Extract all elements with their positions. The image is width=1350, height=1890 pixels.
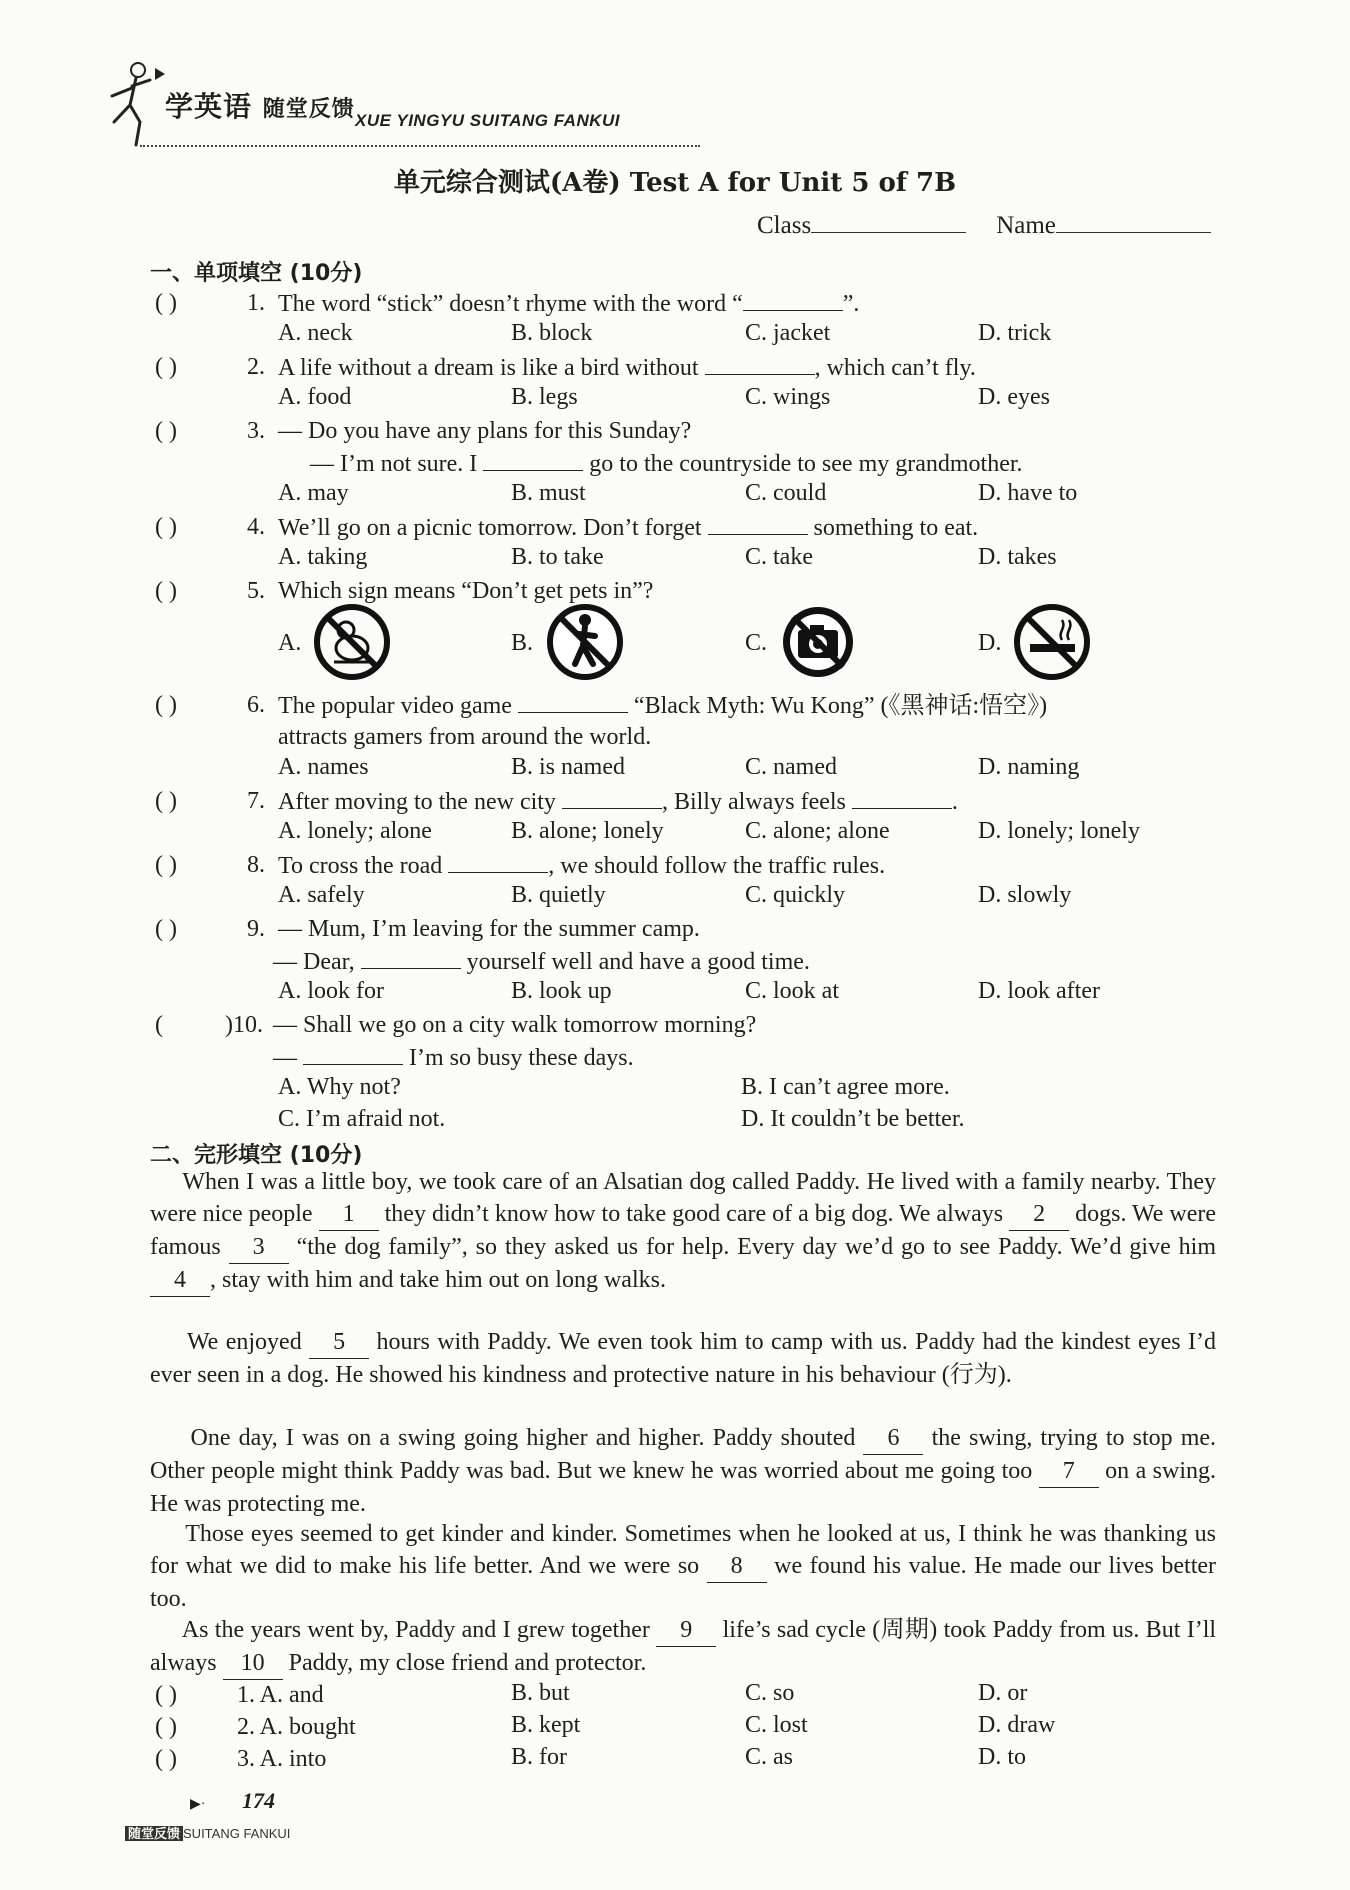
- question-number: 9.: [247, 916, 265, 942]
- cloze-paragraph-3: One day, I was on a swing going higher and higher. Paddy shouted 6 the swing, trying to stop me. Other people might think Paddy was bad. But we knew he was worried about me going too 7 on a swing. He was protecting me.: [150, 1422, 1216, 1520]
- name-label: Name: [996, 212, 1056, 239]
- page-number: 174: [242, 1788, 275, 1813]
- option-b[interactable]: B. is named: [511, 754, 625, 780]
- cloze-gap[interactable]: 10: [223, 1647, 283, 1680]
- option-b[interactable]: B. kept: [511, 1712, 581, 1738]
- options-row: [278, 384, 1228, 414]
- option-b[interactable]: B. look up: [511, 978, 612, 1004]
- option-b[interactable]: B. to take: [511, 544, 604, 570]
- option-b[interactable]: B. must: [511, 480, 586, 506]
- option-c[interactable]: C. take: [745, 544, 813, 570]
- option-a[interactable]: A. neck: [278, 320, 353, 346]
- name-field[interactable]: [1056, 210, 1211, 233]
- question-number: 5.: [247, 578, 265, 604]
- option-b[interactable]: B. alone; lonely: [511, 818, 664, 844]
- question-number: 2.: [247, 354, 265, 380]
- option-c[interactable]: C.: [745, 630, 768, 656]
- option-d[interactable]: D. lonely; lonely: [978, 818, 1140, 844]
- options-row: [278, 1106, 1228, 1136]
- cloze-gap[interactable]: 6: [863, 1422, 923, 1455]
- options-row: [278, 818, 1228, 848]
- option-d[interactable]: D. to: [978, 1744, 1026, 1770]
- option-a[interactable]: 2. A. bought: [237, 1714, 356, 1740]
- option-d[interactable]: D.: [978, 630, 1002, 656]
- class-label: Class: [757, 212, 812, 239]
- option-b[interactable]: B. block: [511, 320, 593, 346]
- option-b[interactable]: B. I can’t agree more.: [741, 1074, 950, 1100]
- option-a[interactable]: A. taking: [278, 544, 368, 570]
- option-b[interactable]: B. but: [511, 1680, 570, 1706]
- option-d[interactable]: D. eyes: [978, 384, 1050, 410]
- answer-paren[interactable]: ( ): [155, 418, 177, 444]
- option-a[interactable]: A. look for: [278, 978, 384, 1004]
- option-c[interactable]: C. I’m afraid not.: [278, 1106, 446, 1132]
- cloze-paragraph-5: As the years went by, Paddy and I grew together 9 life’s sad cycle (周期) took Paddy from us. But I’ll always 10 Paddy, my close friend and protector.: [150, 1614, 1216, 1680]
- logo-subtitle: XUE YINGYU SUITANG FANKUI: [355, 111, 621, 130]
- option-a[interactable]: A. safely: [278, 882, 365, 908]
- answer-paren[interactable]: ( ): [155, 290, 177, 316]
- option-d[interactable]: D. slowly: [978, 882, 1072, 908]
- footer-brand: 随堂反馈 SUITANG FANKUI: [125, 1823, 290, 1842]
- option-a[interactable]: 3. A. into: [237, 1746, 327, 1772]
- no-camera-sign-icon: [778, 602, 858, 682]
- options-row: [278, 480, 1228, 510]
- option-d[interactable]: D. takes: [978, 544, 1057, 570]
- answer-paren[interactable]: (: [155, 1012, 163, 1038]
- option-a[interactable]: A. lonely; alone: [278, 818, 432, 844]
- option-d[interactable]: D. draw: [978, 1712, 1056, 1738]
- option-b[interactable]: B. legs: [511, 384, 578, 410]
- page-arrow-icon: ▶·: [190, 1797, 206, 1812]
- question-number: 7.: [247, 788, 265, 814]
- cloze-gap[interactable]: 8: [707, 1550, 767, 1583]
- cloze-gap[interactable]: 1: [319, 1198, 379, 1231]
- answer-paren[interactable]: ( ): [155, 1746, 177, 1772]
- question-number: 1.: [247, 290, 265, 316]
- no-smoking-sign-icon: [1012, 602, 1092, 682]
- section-heading: 一、单项填空 (10分): [150, 261, 363, 286]
- question-number: 4.: [247, 514, 265, 540]
- option-c[interactable]: C. so: [745, 1680, 795, 1706]
- section-heading: 二、完形填空 (10分): [150, 1143, 363, 1168]
- option-d[interactable]: D. It couldn’t be better.: [741, 1106, 965, 1132]
- options-row: [278, 1680, 1228, 1710]
- logo-title: 学英语 随堂反馈: [165, 90, 355, 123]
- cloze-gap[interactable]: 3: [229, 1231, 289, 1264]
- cloze-gap[interactable]: 9: [656, 1614, 716, 1647]
- option-a[interactable]: A. names: [278, 754, 369, 780]
- answer-paren[interactable]: ( ): [155, 852, 177, 878]
- class-field[interactable]: [811, 210, 966, 233]
- option-c[interactable]: C. look at: [745, 978, 839, 1004]
- question-number: )10.: [225, 1012, 263, 1038]
- option-a[interactable]: 1. A. and: [237, 1682, 324, 1708]
- options-row: [278, 882, 1228, 912]
- option-c[interactable]: C. quickly: [745, 882, 845, 908]
- options-row: [278, 1712, 1228, 1742]
- answer-paren[interactable]: ( ): [155, 354, 177, 380]
- options-row: [278, 544, 1228, 574]
- answer-paren[interactable]: ( ): [155, 578, 177, 604]
- cloze-gap[interactable]: 4: [150, 1264, 210, 1297]
- answer-paren[interactable]: ( ): [155, 788, 177, 814]
- option-c[interactable]: C. could: [745, 480, 827, 506]
- no-dog-sign-icon: [312, 602, 392, 682]
- answer-paren[interactable]: ( ): [155, 916, 177, 942]
- option-c[interactable]: C. lost: [745, 1712, 808, 1738]
- option-c[interactable]: C. wings: [745, 384, 831, 410]
- cloze-gap[interactable]: 2: [1009, 1198, 1069, 1231]
- runner-logo-icon: [100, 60, 170, 150]
- options-row: [278, 754, 1228, 784]
- option-c[interactable]: C. named: [745, 754, 837, 780]
- options-row: [278, 978, 1228, 1008]
- option-c[interactable]: C. as: [745, 1744, 793, 1770]
- test-title: 单元综合测试(A卷) Test A for Unit 5 of 7B: [393, 168, 957, 198]
- option-b[interactable]: B.: [511, 630, 534, 656]
- option-d[interactable]: D. have to: [978, 480, 1078, 506]
- options-row: [278, 320, 1228, 350]
- option-c[interactable]: C. jacket: [745, 320, 831, 346]
- question-number: 8.: [247, 852, 265, 878]
- book-header: [100, 55, 700, 155]
- option-b[interactable]: B. for: [511, 1744, 567, 1770]
- cloze-paragraph-2: We enjoyed 5 hours with Paddy. We even took him to camp with us. Paddy had the kindest eyes I’d ever seen in a dog. He showed his kindness and protective nature in his behaviour (行为).: [150, 1326, 1216, 1391]
- question-number: 6.: [247, 692, 265, 718]
- options-row: [278, 1074, 1228, 1104]
- worksheet-page: 学英语 随堂反馈 XUE YINGYU SUITANG FANKUI 单元综合测试(A卷) Test A for Unit 5 of 7B Class Name 一、单项填空 (10分) ( ) 1. The word “stick” doesn’t rhyme with the word “ ”. A. neck B. block C. jacket D. trick ( ) 2. A life without a dream is like a bird without , which can’t fly. A. food B. legs C. wings D. eyes ( ) 3. — Do you have any plans for this Sunday? — I’m not sure. I go to the countryside to see my grandmother. A. may B. must C. could D. have to ( ) 4. We’ll go on a picnic tomorrow. Don’t forget something to eat. A. taking B. to take C. take D. takes ( ) 5. Which sign means “Don’t get pets in”? A. B. C. D. ( ) 6. The popular video game “Black Myth: Wu Kong” (《黑神话:悟空》) attracts gamers from around the world. A. names B. is named C. named D. naming ( ) 7. After moving to the new city , Billy always feels . A. lonely; alone B. alone; lonely C. alone; alone D. lonely; lonely ( ) 8. To cross the road , we should follow the traffic rules. A. safely B. quietly C. quickly D. slowly ( ) 9. — Mum, I’m leaving for the summer camp. — Dear, yourself well and have a good time. A. look for B. look up C. look at D. look after ( )10. — Shall we go on a city walk tomorrow morning? — I’m so busy these days. A. Why not? B. I can’t agree more. C. I’m afraid not. D. It couldn’t be better. 二、完形填空 (10分) When I was a little boy, we took care of an Alsatian dog called Paddy. He lived with a family nearby. They were nice people 1 they didn’t know how to take good care of a big dog. We always 2 dogs. We were famous 3 “the dog family”, so they asked us for help. Every day we’d go to see Paddy. We’d give him 4 , stay with him and take him out on long walks. We enjoyed 5 hours with Paddy. We even took him to camp with us. Paddy had the kindest eyes I’d ever seen in a dog. He showed his kindness and protective nature in his behaviour (行为). One day, I was on a swing going higher and higher. Paddy shouted 6 the swing, trying to stop me. Other people might think Paddy was bad. But we knew he was worried about me going too 7 on a swing. He was protecting me. Those eyes seemed to get kinder and kinder. Sometimes when he looked at us, I think he was thanking us for what we did to make his life better. And we were so 8 we found his value. He made our lives better too. As the years went by, Paddy and I grew together 9 life’s sad cycle (周期) took Paddy from us. But I’ll always 10 Paddy, my close friend and protector. ( ) 1. A. and B. but C. so D. or ( ) 2. A. bought B. kept C. lost D. draw ( ) 3. A. into B. for C. as D. to ▶· 174 随堂反馈 SUITANG FANKUI: [0, 0, 1350, 1890]
- option-c[interactable]: C. alone; alone: [745, 818, 890, 844]
- option-a[interactable]: A. may: [278, 480, 349, 506]
- answer-paren[interactable]: ( ): [155, 514, 177, 540]
- no-person-sign-icon: [545, 602, 625, 682]
- class-name-form: [757, 210, 1211, 240]
- cloze-paragraph-1: When I was a little boy, we took care of an Alsatian dog called Paddy. He lived with a family nearby. They were nice people 1 they didn’t know how to take good care of a big dog. We always 2 dogs. We were famous 3 “the dog family”, so they asked us for help. Every day we’d go to see Paddy. We’d give him 4 , stay with him and take him out on long walks.: [150, 1166, 1216, 1297]
- options-row: [278, 1744, 1228, 1774]
- option-b[interactable]: B. quietly: [511, 882, 606, 908]
- option-a[interactable]: A. Why not?: [278, 1074, 401, 1100]
- answer-paren[interactable]: ( ): [155, 692, 177, 718]
- answer-paren[interactable]: ( ): [155, 1682, 177, 1708]
- option-d[interactable]: D. or: [978, 1680, 1028, 1706]
- cloze-gap[interactable]: 5: [309, 1326, 369, 1359]
- cloze-gap[interactable]: 7: [1039, 1455, 1099, 1488]
- answer-paren[interactable]: ( ): [155, 1714, 177, 1740]
- cloze-paragraph-4: Those eyes seemed to get kinder and kinder. Sometimes when he looked at us, I think he was thanking us for what we did to make his life better. And we were so 8 we found his value. He made our lives better too.: [150, 1521, 1217, 1612]
- option-a[interactable]: A.: [278, 630, 302, 656]
- option-d[interactable]: D. trick: [978, 320, 1052, 346]
- option-d[interactable]: D. look after: [978, 978, 1100, 1004]
- header-divider: [140, 145, 700, 147]
- option-a[interactable]: A. food: [278, 384, 352, 410]
- option-d[interactable]: D. naming: [978, 754, 1080, 780]
- question-number: 3.: [247, 418, 265, 444]
